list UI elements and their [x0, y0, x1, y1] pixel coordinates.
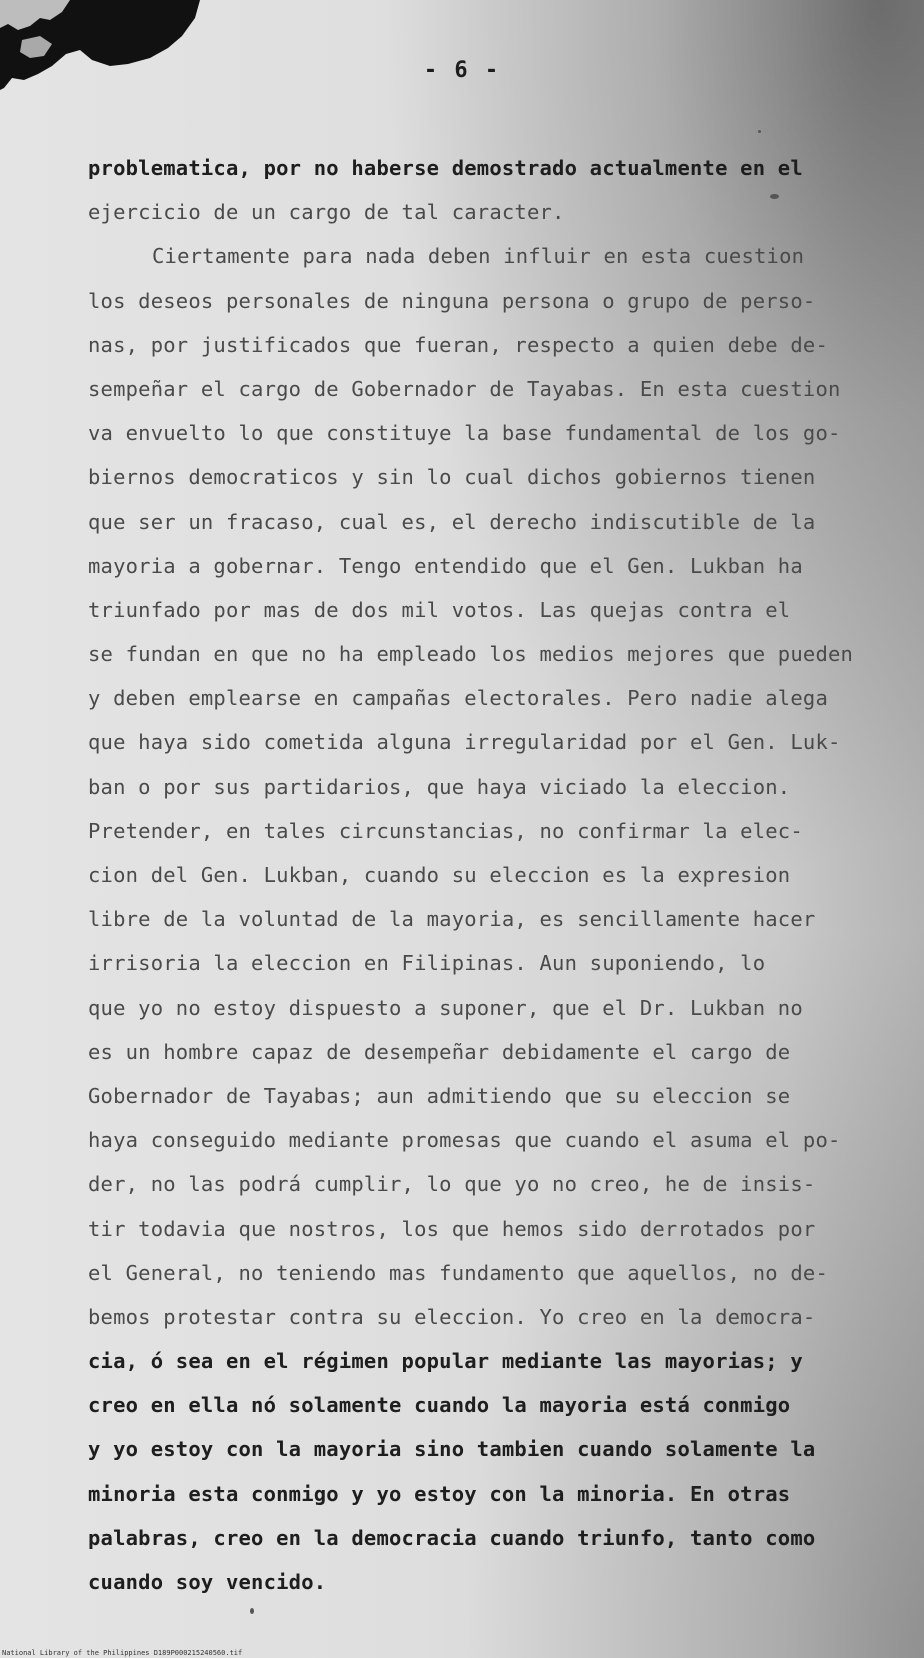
text-line: que ser un fracaso, cual es, el derecho indiscutible de la	[88, 509, 816, 534]
text-line: nas, por justificados que fueran, respecto a quien debe de-	[88, 332, 828, 357]
scan-footer: National Library of the Philippines D189P000215240560.tif	[2, 1649, 243, 1657]
ink-speck	[250, 1608, 254, 1614]
text-line: cion del Gen. Lukban, cuando su eleccion es la expresion	[88, 863, 791, 887]
page-number: - 6 -	[423, 58, 501, 83]
text-line: sempeñar el cargo de Gobernador de Tayabas. En esta cuestion	[88, 376, 841, 401]
text-line: cuando soy vencido.	[88, 1570, 327, 1594]
text-line: bemos protestar contra su eleccion. Yo creo en la democra-	[88, 1304, 816, 1329]
text-line: tir todavia que nostros, los que hemos sido derrotados por	[88, 1216, 816, 1241]
text-line: el General, no teniendo mas fundamento que aquellos, no de-	[88, 1260, 828, 1285]
text-line: que haya sido cometida alguna irregularidad por el Gen. Luk-	[88, 730, 841, 755]
text-line: palabras, creo en la democracia cuando triunfo, tanto como	[88, 1525, 816, 1550]
text-line: va envuelto lo que constituye la base fundamental de los go-	[88, 421, 841, 446]
text-line: Ciertamente para nada deben influir en esta cuestion	[152, 244, 805, 269]
text-line: triunfado por mas de dos mil votos. Las quejas contra el	[88, 597, 791, 622]
text-line: creo en ella nó solamente cuando la mayoria está conmigo	[88, 1393, 791, 1418]
text-line: libre de la voluntad de la mayoria, es sencillamente hacer	[88, 907, 816, 932]
text-line: y yo estoy con la mayoria sino tambien cuando solamente la	[88, 1437, 816, 1462]
text-line: cia, ó sea en el régimen popular mediante las mayorias; y	[88, 1349, 803, 1374]
text-line: se fundan en que no ha empleado los medios mejores que pueden	[88, 642, 854, 667]
text-line: problematica, por no haberse demostrado actualmente en el	[88, 156, 803, 180]
text-line: Pretender, en tales circunstancias, no confirmar la elec-	[88, 818, 803, 843]
text-line: y deben emplearse en campañas electorales. Pero nadie alega	[88, 686, 828, 711]
text-line: haya conseguido mediante promesas que cuando el asuma el po-	[88, 1128, 841, 1153]
ink-speck	[770, 194, 779, 199]
text-line: minoria esta conmigo y yo estoy con la minoria. En otras	[88, 1481, 791, 1506]
text-line: es un hombre capaz de desempeñar debidamente el cargo de	[88, 1039, 791, 1064]
text-line: que yo no estoy dispuesto a suponer, que el Dr. Lukban no	[88, 995, 803, 1020]
body-text	[88, 146, 903, 1604]
ink-speck	[758, 130, 761, 133]
text-line: los deseos personales de ninguna persona o grupo de perso-	[88, 288, 816, 313]
text-line: mayoria a gobernar. Tengo entendido que el Gen. Lukban ha	[88, 553, 803, 578]
text-line: Gobernador de Tayabas; aun admitiendo que su eleccion se	[88, 1083, 791, 1108]
text-line: der, no las podrá cumplir, lo que yo no creo, he de insis-	[88, 1172, 816, 1197]
text-line: ban o por sus partidarios, que haya viciado la eleccion.	[88, 774, 791, 799]
text-line: irrisoria la eleccion en Filipinas. Aun suponiendo, lo	[88, 951, 766, 976]
text-line: biernos democraticos y sin lo cual dichos gobiernos tienen	[88, 465, 816, 490]
text-line: ejercicio de un cargo de tal caracter.	[88, 200, 565, 225]
